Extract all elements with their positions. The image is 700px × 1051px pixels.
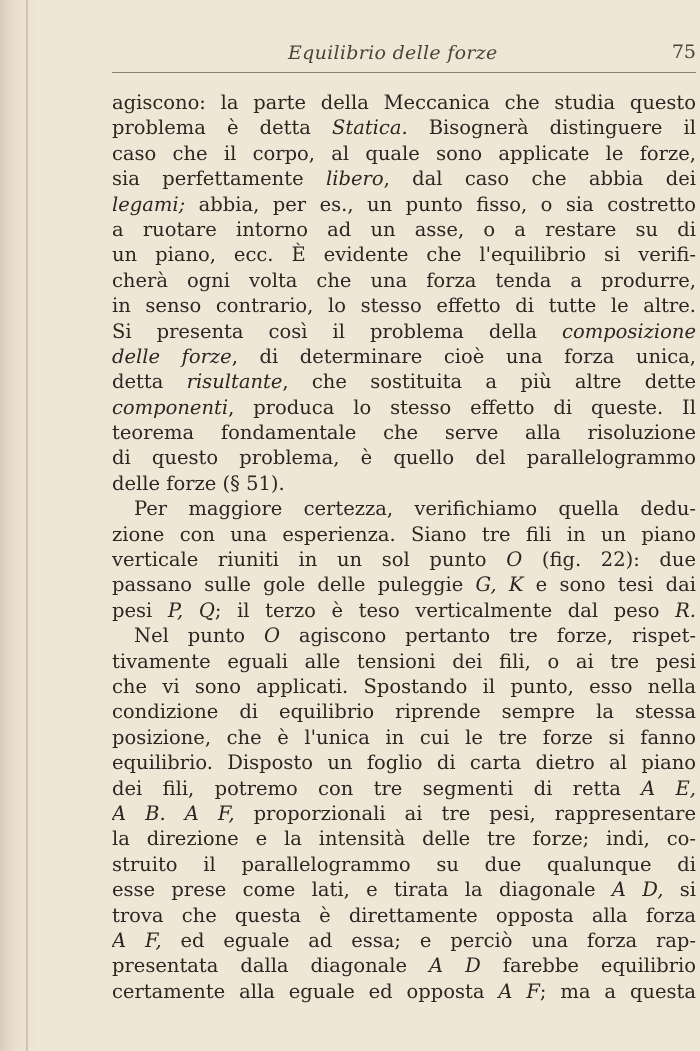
italic-text: O bbox=[263, 624, 280, 648]
text-segment: verticale riuniti in un sol punto bbox=[112, 548, 507, 572]
text-segment: abbia, per es., un punto fisso, o sia costretto bbox=[185, 192, 696, 216]
text-segment: presentata dalla diagonale bbox=[112, 954, 430, 978]
text-line bbox=[112, 496, 696, 521]
text-line bbox=[112, 928, 696, 953]
italic-text: Statica. bbox=[332, 116, 408, 140]
text-segment: di questo problema, è quello del parallelogrammo bbox=[112, 446, 696, 470]
italic-text: A F bbox=[498, 979, 540, 1003]
text-segment: proporzionali ai tre pesi, rappresentare bbox=[234, 801, 696, 825]
text-segment: Bisognerà distinguere il bbox=[407, 116, 696, 140]
text-line bbox=[112, 141, 696, 166]
text-segment: in senso contrario, lo stesso effetto di tutte le altre. bbox=[112, 294, 696, 318]
text-segment: Per maggiore certezza, verifichiamo quella dedu- bbox=[134, 497, 696, 521]
text-segment: esse prese come lati, e tirata la diagonale bbox=[112, 878, 612, 902]
text-segment: agiscono: la parte della Meccanica che studia questo bbox=[112, 91, 696, 114]
text-line bbox=[112, 369, 696, 394]
text-line bbox=[112, 649, 696, 674]
text-segment: sia perfettamente bbox=[112, 167, 326, 191]
text-segment: teorema fondamentale che serve alla risoluzione bbox=[112, 421, 696, 445]
italic-text: legami; bbox=[112, 192, 186, 216]
text-line bbox=[112, 217, 696, 242]
text-segment: la direzione e la intensità delle tre forze; indi, co- bbox=[112, 827, 696, 851]
text-segment: ed eguale ad essa; e perciò una forza rap- bbox=[161, 928, 696, 952]
italic-text: A E, bbox=[641, 776, 696, 800]
text-line bbox=[112, 979, 696, 1004]
text-segment: (fig. 22): due bbox=[522, 548, 696, 572]
text-line bbox=[112, 725, 696, 750]
page-binding-edge bbox=[26, 0, 28, 1051]
text-line bbox=[112, 598, 696, 623]
text-segment: un piano, ecc. È evidente che l'equilibrio si verifi- bbox=[112, 243, 696, 267]
text-segment: passano sulle gole delle puleggie bbox=[112, 573, 476, 597]
page-number: 75 bbox=[671, 41, 696, 63]
text-line bbox=[112, 953, 696, 978]
text-segment: ; ma a questa bbox=[539, 979, 696, 1003]
text-segment: agiscono pertanto tre forze, rispet- bbox=[279, 624, 696, 648]
text-line bbox=[112, 547, 696, 572]
text-line bbox=[112, 903, 696, 928]
text-segment: cherà ogni volta che una forza tenda a produrre, bbox=[112, 268, 696, 292]
text-line bbox=[112, 192, 696, 217]
text-line bbox=[112, 344, 696, 369]
text-segment: trova che questa è direttamente opposta alla forza bbox=[112, 903, 696, 927]
text-segment: certamente alla eguale ed opposta bbox=[112, 979, 499, 1003]
italic-text: R. bbox=[675, 598, 696, 622]
text-segment: Si presenta così il problema della bbox=[112, 319, 563, 343]
header-rule bbox=[112, 72, 696, 73]
text-line bbox=[112, 776, 696, 801]
italic-text: risultante bbox=[186, 370, 283, 394]
text-segment: caso che il corpo, al quale sono applicate le forze, bbox=[112, 141, 696, 165]
text-segment: detta bbox=[112, 370, 187, 394]
text-line bbox=[112, 877, 696, 902]
text-line bbox=[112, 115, 696, 140]
text-line bbox=[112, 699, 696, 724]
italic-text: delle forze bbox=[112, 344, 232, 368]
text-segment: e sono tesi dai bbox=[523, 573, 696, 597]
text-segment: condizione di equilibrio riprende sempre la stessa bbox=[112, 700, 696, 724]
text-line bbox=[112, 420, 696, 445]
text-line bbox=[112, 674, 696, 699]
text-segment: struito il parallelogrammo su due qualunque di bbox=[112, 852, 696, 876]
text-segment: ; il terzo è teso verticalmente dal peso bbox=[214, 598, 676, 622]
text-line bbox=[112, 242, 696, 267]
text-segment: dei fili, potremo con tre segmenti di retta bbox=[112, 776, 642, 800]
text-segment: pesi bbox=[112, 598, 168, 622]
italic-text: O bbox=[506, 548, 523, 572]
text-line bbox=[112, 268, 696, 293]
text-line bbox=[112, 801, 696, 826]
italic-text: A F, bbox=[112, 928, 162, 952]
running-title: Equilibrio delle forze bbox=[288, 42, 498, 64]
text-segment: delle forze (§ 51). bbox=[112, 471, 285, 495]
text-line bbox=[112, 293, 696, 318]
text-line bbox=[112, 166, 696, 191]
text-segment: , produca lo stesso effetto di queste. Il bbox=[228, 395, 696, 419]
text-segment: equilibrio. Disposto un foglio di carta dietro al piano bbox=[112, 751, 696, 775]
italic-text: libero bbox=[326, 167, 384, 191]
italic-text: componenti bbox=[112, 395, 229, 419]
text-segment: si bbox=[663, 878, 696, 902]
italic-text: A D, bbox=[611, 878, 664, 902]
text-line bbox=[112, 319, 696, 344]
body-text bbox=[112, 90, 696, 1004]
text-line bbox=[112, 395, 696, 420]
text-segment: , di determinare cioè una forza unica, bbox=[231, 344, 696, 368]
italic-text: G, K bbox=[475, 573, 524, 597]
text-segment: Nel punto bbox=[134, 624, 264, 648]
text-line bbox=[112, 852, 696, 877]
text-segment: farebbe equilibrio bbox=[480, 954, 696, 978]
text-line bbox=[112, 572, 696, 597]
italic-text: composizione bbox=[562, 319, 696, 343]
text-line bbox=[112, 90, 696, 115]
text-segment: zione con una esperienza. Siano tre fili in un piano bbox=[112, 522, 696, 546]
text-line bbox=[112, 445, 696, 470]
text-line bbox=[112, 471, 696, 496]
italic-text: P, Q bbox=[167, 598, 215, 622]
text-segment: tivamente eguali alle tensioni dei fili, o ai tre pesi bbox=[112, 649, 696, 673]
text-line bbox=[112, 623, 696, 648]
text-line bbox=[112, 750, 696, 775]
italic-text: A B. A F, bbox=[112, 801, 235, 825]
text-line bbox=[112, 826, 696, 851]
text-segment: , che sostituita a più altre dette bbox=[282, 370, 696, 394]
text-segment: posizione, che è l'unica in cui le tre forze si fanno bbox=[112, 725, 696, 749]
text-segment: che vi sono applicati. Spostando il punto, esso nella bbox=[112, 674, 696, 698]
page-header bbox=[112, 38, 696, 66]
text-segment: problema è detta bbox=[112, 116, 333, 140]
text-segment: , dal caso che abbia dei bbox=[383, 167, 696, 191]
italic-text: A D bbox=[429, 954, 481, 978]
text-segment: a ruotare intorno ad un asse, o a restare su di bbox=[112, 217, 696, 241]
text-line bbox=[112, 522, 696, 547]
